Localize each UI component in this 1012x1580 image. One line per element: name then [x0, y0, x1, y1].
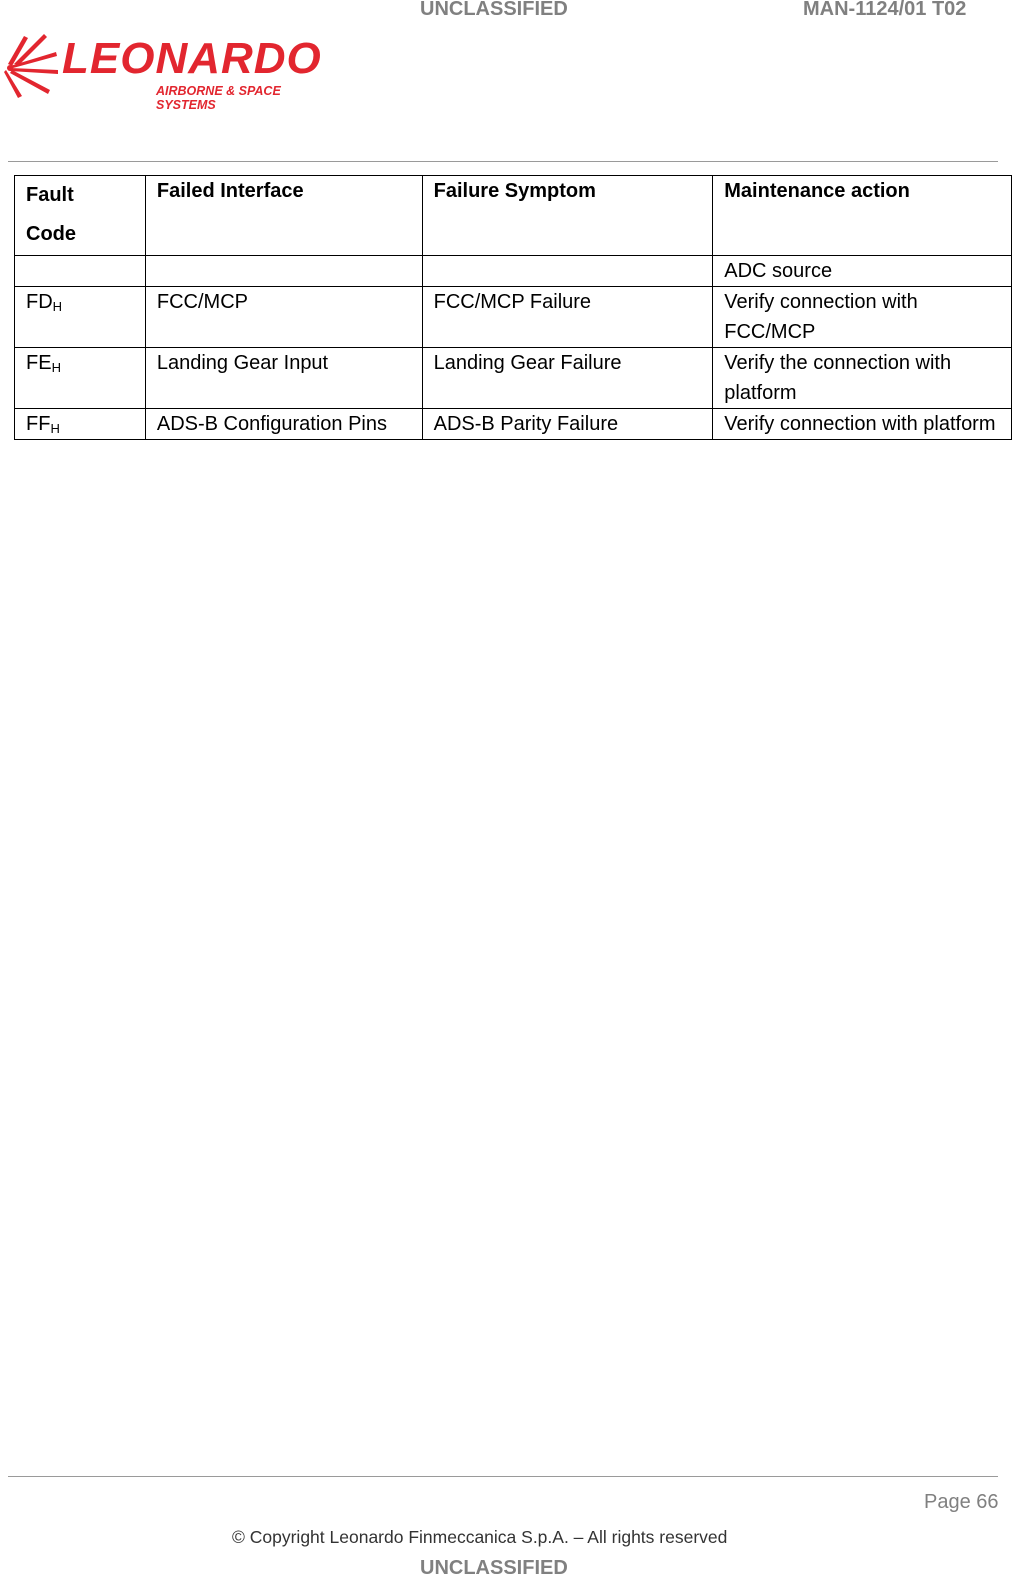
cell-maintenance-action: Verify connection with platform — [713, 409, 1012, 440]
logo-wordmark: LEONARDO — [62, 34, 322, 83]
header-fault-code-line1: Fault — [26, 184, 74, 206]
table-header-row — [15, 176, 1012, 256]
table-row — [15, 256, 1012, 287]
cell-failed-interface: ADS-B Configuration Pins — [145, 409, 422, 440]
table-row — [15, 287, 1012, 348]
header-maintenance-action: Maintenance action — [713, 176, 1012, 256]
header-failure-symptom: Failure Symptom — [422, 176, 713, 256]
cell-maintenance-action: Verify the connection with platform — [713, 348, 1012, 409]
header-document-number: MAN-1124/01 T02 — [803, 0, 967, 20]
header-classification: UNCLASSIFIED — [420, 0, 568, 20]
cell-fault-code: $FF_H$ — [15, 409, 146, 440]
cell-maintenance-action: ADC source — [713, 256, 1012, 287]
cell-failure-symptom — [422, 256, 713, 287]
header-divider — [8, 161, 998, 162]
cell-failed-interface — [145, 256, 422, 287]
footer-divider — [8, 1476, 998, 1477]
leonardo-logo — [0, 30, 330, 112]
footer-classification: UNCLASSIFIED — [420, 1557, 568, 1579]
cell-maintenance-action: Verify connection with FCC/MCP — [713, 287, 1012, 348]
cell-fault-code: $FE_H$ — [15, 348, 146, 409]
cell-failed-interface: Landing Gear Input — [145, 348, 422, 409]
page-number: Page 66 — [924, 1491, 999, 1513]
table-row — [15, 348, 1012, 409]
cell-fault-code — [15, 256, 146, 287]
header-failed-interface: Failed Interface — [145, 176, 422, 256]
cell-failure-symptom: FCC/MCP Failure — [422, 287, 713, 348]
leonardo-swirl-icon — [0, 30, 60, 100]
cell-failed-interface: FCC/MCP — [145, 287, 422, 348]
cell-fault-code: $FD_H$ — [15, 287, 146, 348]
logo-subtitle: AIRBORNE & SPACE SYSTEMS — [156, 84, 281, 112]
table-row — [15, 409, 1012, 440]
header-fault-code — [15, 176, 146, 256]
copyright-notice: © Copyright Leonardo Finmeccanica S.p.A. – All rights reserved — [232, 1527, 728, 1547]
cell-failure-symptom: Landing Gear Failure — [422, 348, 713, 409]
header-fault-code-line2: Code — [26, 223, 76, 245]
fault-code-table — [14, 175, 1012, 440]
cell-failure-symptom: ADS-B Parity Failure — [422, 409, 713, 440]
